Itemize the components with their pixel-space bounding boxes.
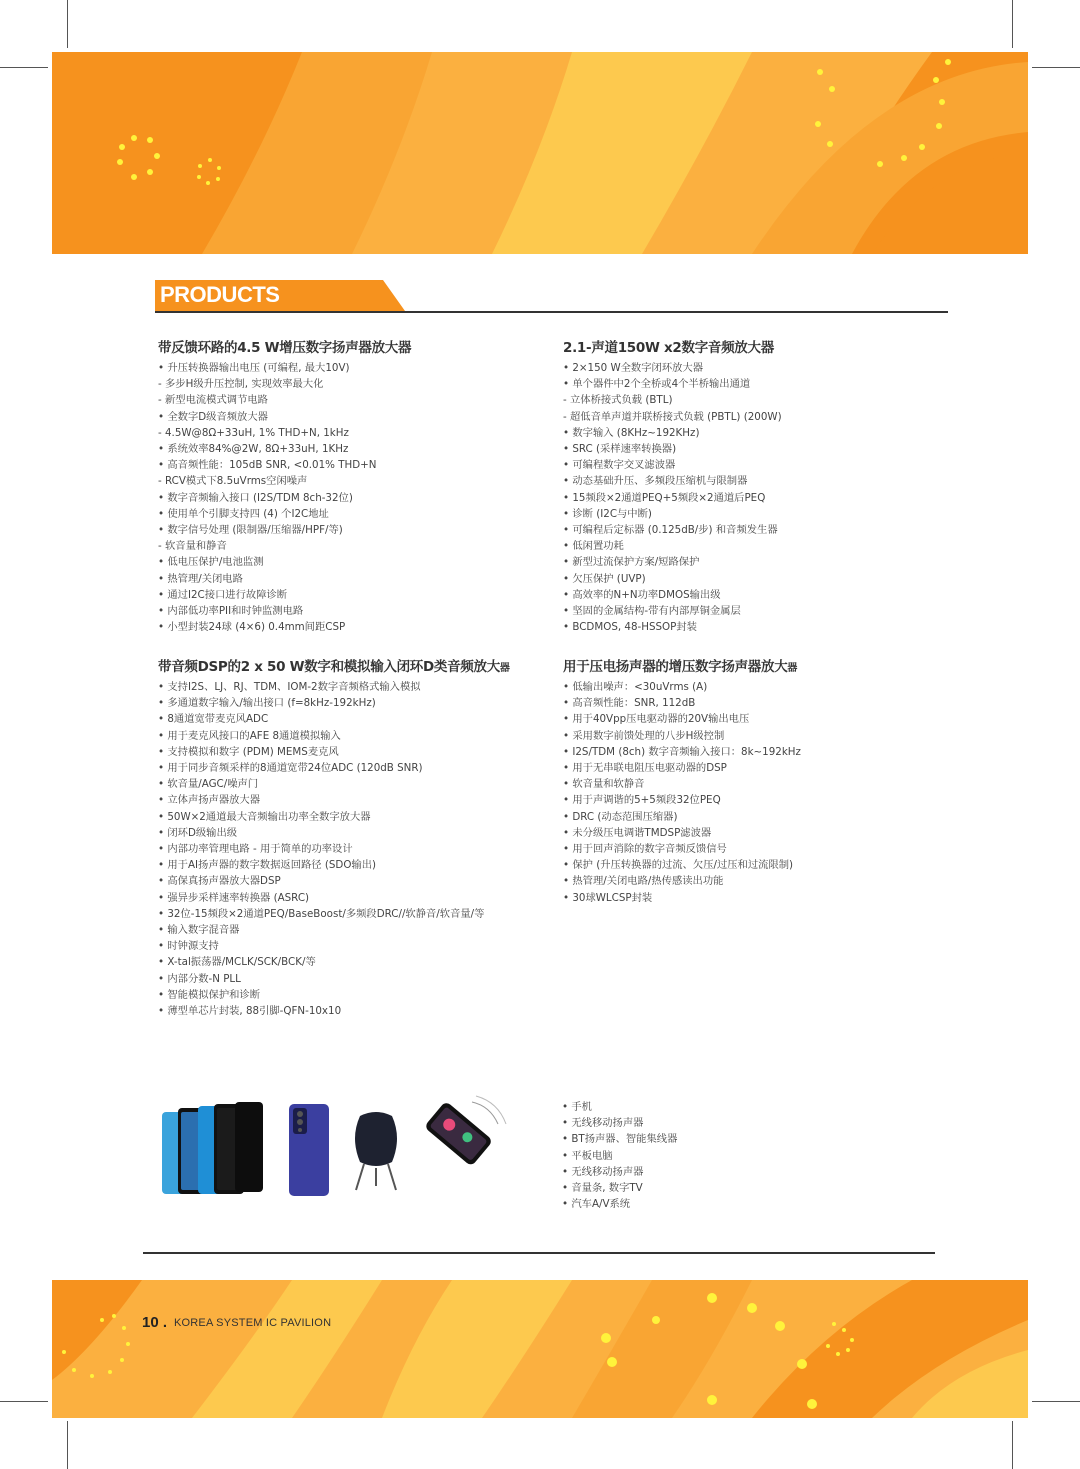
product-title: 带音频DSP的2 x 50 W数字和模拟输入闭环D类音频放大器 — [158, 659, 510, 675]
list-item: • 薄型单芯片封装, 88引脚-QFN-10x10 — [158, 1005, 342, 1018]
list-item: - 立体桥接式负载 (BTL) — [563, 394, 673, 407]
device-images — [150, 1090, 510, 1200]
list-item: • 诊断 (I2C与中断) — [563, 507, 652, 520]
footer-label: KOREA SYSTEM IC PAVILION — [174, 1317, 332, 1329]
list-item: • 音量条, 数字TV — [562, 1182, 643, 1195]
list-item: • 热管理/关闭电路 — [158, 572, 243, 585]
list-item: • 采用数字前馈处理的八步H级控制 — [563, 729, 725, 742]
list-item: • 未分级压电调谐TMDSP滤波器 — [563, 826, 712, 839]
list-item: • 低输出噪声：<30uVrms (A) — [563, 681, 708, 693]
list-item: • 立体声扬声器放大器 — [158, 794, 261, 807]
crop-mark — [0, 67, 48, 68]
list-item: • 手机 — [562, 1101, 592, 1113]
list-item: • 8通道宽带麦克风ADC — [158, 713, 269, 726]
list-item: • 用于回声消除的数字音频反馈信号 — [563, 843, 727, 856]
list-item: • 强异步采样速率转换器 (ASRC) — [158, 891, 310, 904]
list-item: • 保护 (升压转换器的过流、欠压/过压和过流限制) — [563, 859, 794, 872]
list-item: • 无线移动扬声器 — [562, 1117, 644, 1130]
list-item: • 可编程后定标器 (0.125dB/步) 和音频发生器 — [563, 524, 778, 537]
list-item: - 软音量和静音 — [158, 540, 227, 553]
list-item: • 支持I2S、LJ、RJ、TDM、IOM-2数字音频格式输入模拟 — [158, 681, 421, 693]
list-item: • 智能模拟保护和诊断 — [158, 988, 261, 1001]
list-item: • 50W×2通道最大音频输出功率全数字放大器 — [158, 810, 371, 823]
list-item: • 数字信号处理 (限制器/压缩器/HPF/等) — [158, 524, 343, 537]
list-item: • 高音频性能：105dB SNR, <0.01% THD+N — [158, 459, 377, 472]
list-item: • 用于麦克风接口的AFE 8通道模拟输入 — [158, 729, 341, 742]
phone-group-image — [162, 1102, 263, 1194]
crop-mark — [67, 0, 68, 48]
divider — [143, 1252, 935, 1254]
list-item: • 无线移动扬声器 — [562, 1165, 644, 1178]
crop-mark — [67, 1421, 68, 1469]
list-item: • 可编程数字交叉滤波器 — [563, 459, 676, 472]
list-item: • BT扬声器、智能集线器 — [562, 1133, 678, 1146]
list-item: • 内部低功率PII和时钟监测电路 — [158, 605, 304, 618]
list-item: - RCV模式下8.5uVrms空闲噪声 — [158, 475, 308, 488]
list-item: • 平板电脑 — [562, 1149, 613, 1162]
product-title: 2.1-声道150W x2数字音频放大器 — [563, 340, 774, 356]
crop-mark — [0, 1401, 48, 1402]
phone-tilted-image — [424, 1101, 493, 1167]
list-item: • 用于40Vpp压电驱动器的20V输出电压 — [563, 713, 750, 726]
product-block-2 — [563, 336, 782, 635]
list-item: • 2×150 W全数字闭环放大器 — [563, 362, 704, 374]
list-item: • 欠压保护 (UVP) — [563, 572, 646, 585]
list-item: • 用于无串联电阻压电驱动器的DSP — [563, 762, 727, 775]
applications-list — [562, 1099, 677, 1212]
list-item: • 小型封装24球 (4×6) 0.4mm间距CSP — [158, 621, 346, 634]
list-item: • 低闲置功耗 — [563, 540, 624, 553]
phone-back-image — [289, 1104, 329, 1196]
list-item: - 多步H级升压控制, 实现效率最大化 — [158, 378, 324, 391]
list-item: • 用于声调谐的5+5频段32位PEQ — [563, 794, 721, 807]
list-item: • 15频段×2通道PEQ+5频段×2通道后PEQ — [563, 491, 766, 504]
list-item: • I2S/TDM (8ch) 数字音频输入接口：8k~192kHz — [563, 745, 801, 758]
feature-list — [563, 679, 801, 906]
list-item: - 超低音单声道并联桥接式负载 (PBTL) (200W) — [563, 410, 782, 423]
section-title: PRODUCTS — [160, 282, 280, 307]
list-item: • 动态基础升压、多频段压缩机与限制器 — [563, 475, 748, 488]
list-item: • 低电压保护/电池监测 — [158, 556, 264, 569]
list-item: • 闭环D级输出级 — [158, 826, 238, 839]
list-item: • 软音量/AGC/噪声门 — [158, 778, 259, 791]
list-item: • 系统效率84%@2W, 8Ω+33uH, 1KHz — [158, 443, 349, 456]
product-block-3 — [158, 655, 510, 1019]
list-item: - 4.5W@8Ω+33uH, 1% THD+N, 1kHz — [158, 426, 349, 439]
list-item: - 新型电流模式调节电路 — [158, 394, 268, 407]
list-item: • 输入数字混音器 — [158, 924, 240, 937]
list-item: • 升压转换器输出电压 (可编程, 最大10V) — [158, 362, 350, 374]
list-item: • 30球WLCSP封装 — [563, 891, 653, 904]
list-item: • 坚固的金属结构-带有内部厚铜金属层 — [563, 605, 741, 618]
divider — [155, 311, 948, 313]
product-title: 带反馈环路的4.5 W增压数字扬声器放大器 — [158, 340, 412, 356]
list-item: • 时钟源支持 — [158, 940, 219, 953]
list-item: • 通过I2C接口进行故障诊断 — [158, 588, 288, 601]
crop-mark — [1032, 1401, 1080, 1402]
list-item: • 全数字D级音频放大器 — [158, 410, 268, 423]
list-item: • 单个器件中2个全桥或4个半桥输出通道 — [563, 378, 751, 391]
page-number: 10 . — [142, 1314, 168, 1331]
list-item: • 高保真扬声器放大器DSP — [158, 875, 281, 888]
header-banner — [52, 52, 1028, 254]
list-item: • 多通道数字输入/输出接口 (f=8kHz-192kHz) — [158, 697, 376, 710]
list-item: • 用于AI扬声器的数字数据返回路径 (SDO输出) — [158, 859, 377, 872]
product-title: 用于压电扬声器的增压数字扬声器放大器 — [563, 659, 798, 675]
smart-speaker-image — [355, 1112, 397, 1190]
crop-mark — [1032, 67, 1080, 68]
list-item: • SRC (采样速率转换器) — [563, 443, 677, 456]
list-item: • 32位-15频段×2通道PEQ/BaseBoost/多频段DRC//软静音/软音量/等 — [158, 907, 485, 920]
list-item: • 软音量和软静音 — [563, 778, 645, 791]
list-item: • X-tal振荡器/MCLK/SCK/BCK/等 — [158, 956, 316, 969]
list-item: • BCDMOS, 48-HSSOP封装 — [563, 621, 697, 634]
list-item: • 用于同步音频采样的8通道宽带24位ADC (120dB SNR) — [158, 762, 423, 775]
list-item: • DRC (动态范围压缩器) — [563, 810, 678, 823]
list-item: • 新型过流保护方案/短路保护 — [563, 556, 700, 569]
product-block-4 — [563, 655, 801, 906]
list-item: • 内部分数-N PLL — [158, 972, 241, 985]
crop-mark — [1012, 1421, 1013, 1469]
product-block-1 — [158, 336, 411, 635]
list-item: • 高效率的N+N功率DMOS输出级 — [563, 588, 721, 601]
list-item: • 数字音频输入接口 (I2S/TDM 8ch-32位) — [158, 491, 353, 504]
feature-list — [158, 360, 411, 635]
list-item: • 支持模拟和数字 (PDM) MEMS麦克风 — [158, 745, 339, 758]
list-item: • 数字输入 (8KHz~192KHz) — [563, 426, 700, 439]
crop-mark — [1012, 0, 1013, 48]
list-item: • 汽车A/V系统 — [562, 1198, 631, 1211]
list-item: • 使用单个引脚支持四 (4) 个I2C地址 — [158, 507, 329, 520]
list-item: • 内部功率管理电路 - 用于简单的功率设计 — [158, 843, 353, 856]
list-item: • 热管理/关闭电路/热传感读出功能 — [563, 875, 724, 888]
feature-list — [563, 360, 782, 635]
list-item: • 高音频性能：SNR, 112dB — [563, 697, 696, 710]
feature-list — [158, 679, 510, 1019]
footer-banner — [52, 1280, 1028, 1418]
